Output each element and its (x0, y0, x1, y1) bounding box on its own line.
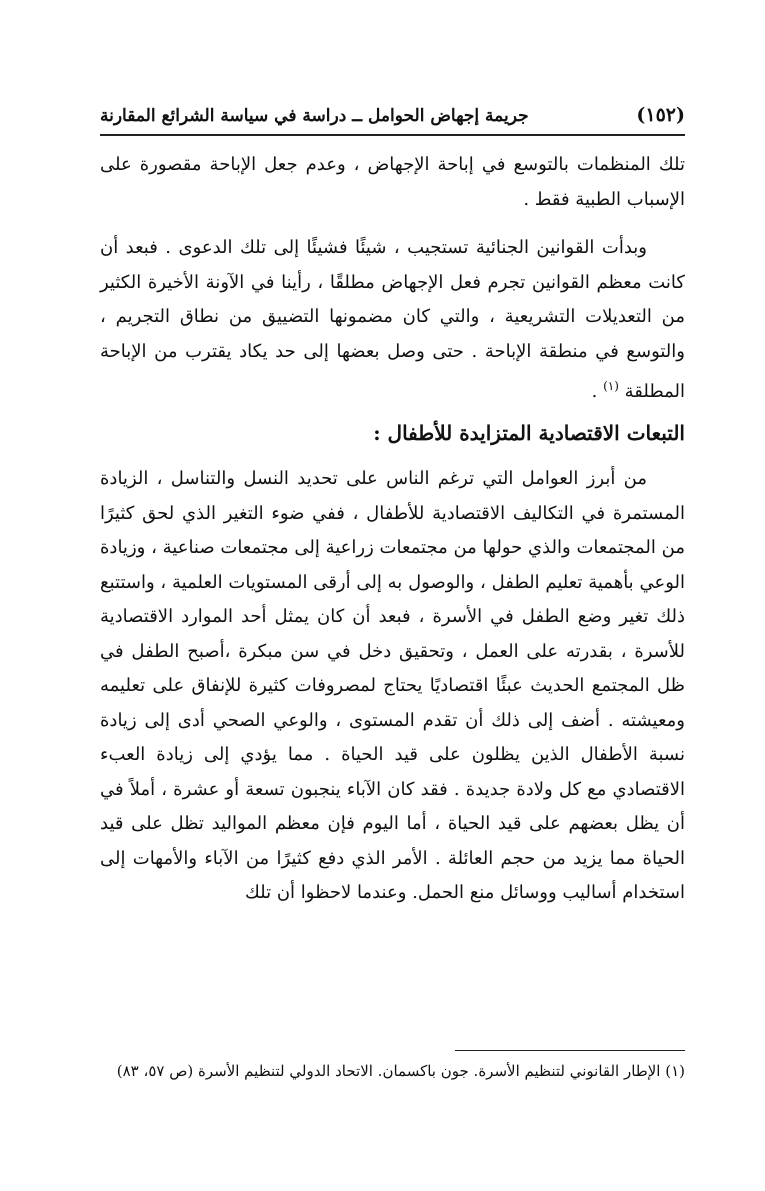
paragraph-end: . (591, 381, 604, 402)
footnote-divider (455, 1050, 685, 1051)
section-heading: التبعات الاقتصادية المتزايدة للأطفال : (373, 420, 685, 445)
running-title: جريمة إجهاض الحوامل ــ دراسة في سياسة الشرائع المقارنة (100, 106, 529, 126)
paragraph-economic-burden: من أبرز العوامل التي ترغم الناس على تحديد النسل والتناسل ، الزيادة المستمرة في التكاليف الاقتصادية للأطفال ، ففي ضوء التغير الذي لحق كثيرًا من المجتمعات والذي حولها من مجتمعات زراعية إلى مجتمعات صناعية ، وزيادة الوعي بأهمية تعليم الطفل ، والوصول به إلى أرقى المستويات العلمية ، واستتبع ذلك تغير وضع الطفل في الأسرة ، فبعد أن كان يمثل أحد الموارد الاقتصادية للأسرة ، بقدرته على العمل ، وتحقيق دخل في سن مبكرة ،أصبح الطفل في ظل المجتمع الحديث عبئًا اقتصاديًا يحتاج لمصروفات كثيرة للإنفاق على تعليمه ومعيشته . أضف إلى ذلك أن تقدم المستوى ، والوعي الصحي أدى إلى زيادة نسبة الأطفال الذين يظلون على قيد الحياة . مما يؤدي إلى زيادة العبء الاقتصادي مع كل ولادة جديدة . فقد كان الآباء ينجبون تسعة أو عشرة ، أملاً في أن يظل بعضهم على قيد الحياة ، أما اليوم فإن معظم المواليد تظل على قيد الحياة مما يزيد من حجم العائلة . الأمر الذي دفع كثيرًا من الآباء والأمهات إلى استخدام أساليب ووسائل منع الحمل. وعندما لاحظوا أن تلك (100, 468, 685, 903)
page-number: (١٥٢) (636, 104, 685, 126)
page-header (100, 100, 685, 136)
paragraph-text: وبدأت القوانين الجنائية تستجيب ، شيئًا فشيئًا إلى تلك الدعوى . فبعد أن كانت معظم القوانين تجرم فعل الإجهاض مطلقًا ، رأينا في الآونة الأخيرة الكثير من التعديلات التشريعية ، والتي كان مضمونها التضييق من نطاق التجريم ، والتوسع في منطقة الإباحة . حتى وصل بعضها إلى حد يكاد يقترب من الإباحة المطلقة (100, 237, 685, 402)
footnote-marker: (١) (603, 379, 619, 393)
paragraph-continuation: تلك المنظمات بالتوسع في إباحة الإجهاض ، وعدم جعل الإباحة مقصورة على الإسباب الطبية فقط . (100, 154, 685, 210)
footnote: (١) الإطار القانوني لتنظيم الأسرة. جون باكسمان. الاتحاد الدولي لتنظيم الأسرة (ص ٥٧، ٨٣) (116, 1062, 685, 1080)
body-text (100, 148, 685, 911)
paragraph-criminal-laws (100, 231, 685, 410)
